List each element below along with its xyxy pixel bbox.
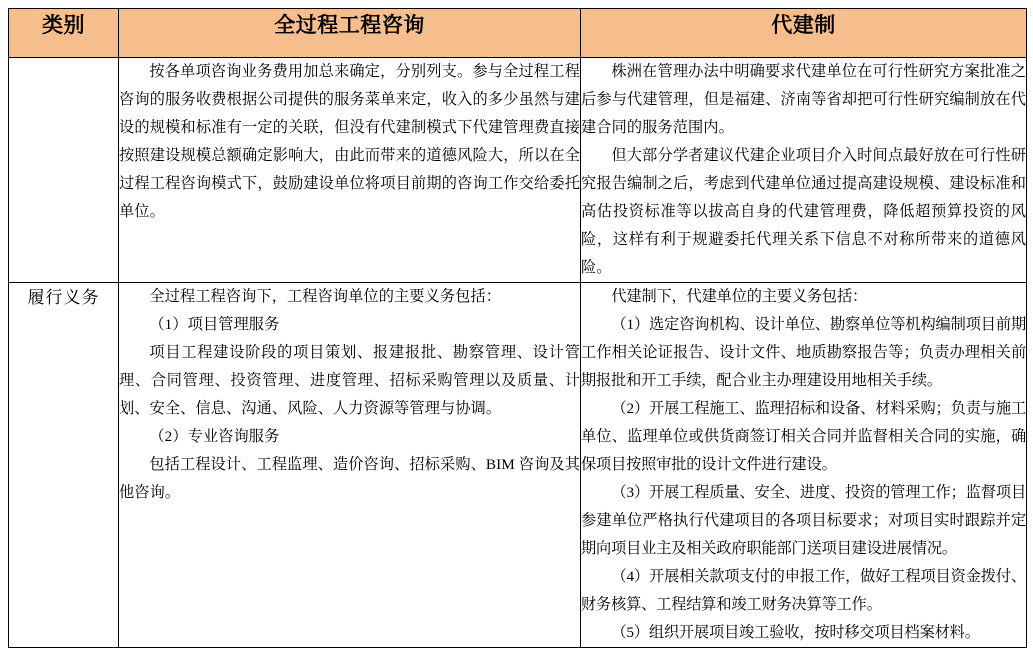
paragraph: 项目工程建设阶段的项目策划、报建报批、勘察管理、设计管理、合同管理、投资管理、进度管理、招标采购管理以及质量、计划、安全、信息、沟通、风险、人力资源等管理与协调。 [119,344,580,417]
paragraph: 按各单项咨询业务费用加总来确定，分别列支。参与全过程工程咨询的服务收费根据公司提供的服务菜单来定，收入的多少虽然与建设的规模和标准有一定的关联，但没有代建制模式下代建管理费直接按照建设规模总额确定影响大，由此而带来的道德风险大，所以在全过程工程咨询模式下，鼓励建设单位将项目前期的咨询工作交给委托单位。 [119,63,580,220]
row-1-consulting-cell [119,58,581,283]
paragraph: 株洲在管理办法中明确要求代建单位在可行性研究方案批准之后参与代建管理，但是福建、济南等省却把可行性研究编制放在代建合同的服务范围内。 [581,63,1026,136]
table-row [9,283,1027,648]
paragraph: 但大部分学者建议代建企业项目介入时间点最好放在可行性研究报告编制之后，考虑到代建单位通过提高建设规模、建设标准和高估投资标准等以拔高自身的代建管理费，降低超预算投资的风险，这样有利于规避委托代理关系下信息不对称所带来的道德风险。 [581,147,1026,276]
paragraph: 全过程工程咨询下，工程咨询单位的主要义务包括： [149,288,502,305]
row-2-consulting-text [119,283,580,507]
table-row [9,58,1027,283]
row-2-agent-text [581,283,1026,647]
row-label-obligations: 履行义务 [9,283,119,648]
paragraph: （2）专业咨询服务 [149,428,280,445]
row-1-consulting-text [119,58,580,226]
paragraph: （1）选定咨询机构、设计单位、勘察单位等机构编制项目前期工作相关论证报告、设计文件、地质勘察报告等；负责办理相关前期报批和开工手续，配合业主办理建设用地相关手续。 [581,316,1026,389]
paragraph: （1）项目管理服务 [149,316,280,333]
paragraph: （4）开展相关款项支付的申报工作，做好工程项目资金拨付、财务核算、工程结算和竣工财务决算等工作。 [581,568,1026,613]
paragraph: 代建制下，代建单位的主要义务包括： [611,288,868,305]
row-1-agent-cell [581,58,1027,283]
comparison-table [8,8,1027,648]
row-label-empty [9,58,119,283]
paragraph: （3）开展工程质量、安全、进度、投资的管理工作；监督项目参建单位严格执行代建项目的各项目标要求；对项目实时跟踪并定期向项目业主及相关政府职能部门送项目建设进展情况。 [581,484,1026,557]
paragraph: （2）开展工程施工、监理招标和设备、材料采购；负责与施工单位、监理单位或供货商签订相关合同并监督相关合同的实施，确保项目按照审批的设计文件进行建设。 [581,400,1026,473]
table-header [9,9,1027,58]
row-2-consulting-cell [119,283,581,648]
table-header-row [9,9,1027,58]
header-whole-process-consulting: 全过程工程咨询 [119,9,581,58]
paragraph: 包括工程设计、工程监理、造价咨询、招标采购、BIM 咨询及其他咨询。 [119,456,580,501]
paragraph: （5）组织开展项目竣工验收，按时移交项目档案材料。 [611,624,980,641]
table-body [9,58,1027,648]
header-agent-construction: 代建制 [581,9,1027,58]
row-1-agent-text [581,58,1026,282]
row-2-agent-cell [581,283,1027,648]
header-category: 类别 [9,9,119,58]
